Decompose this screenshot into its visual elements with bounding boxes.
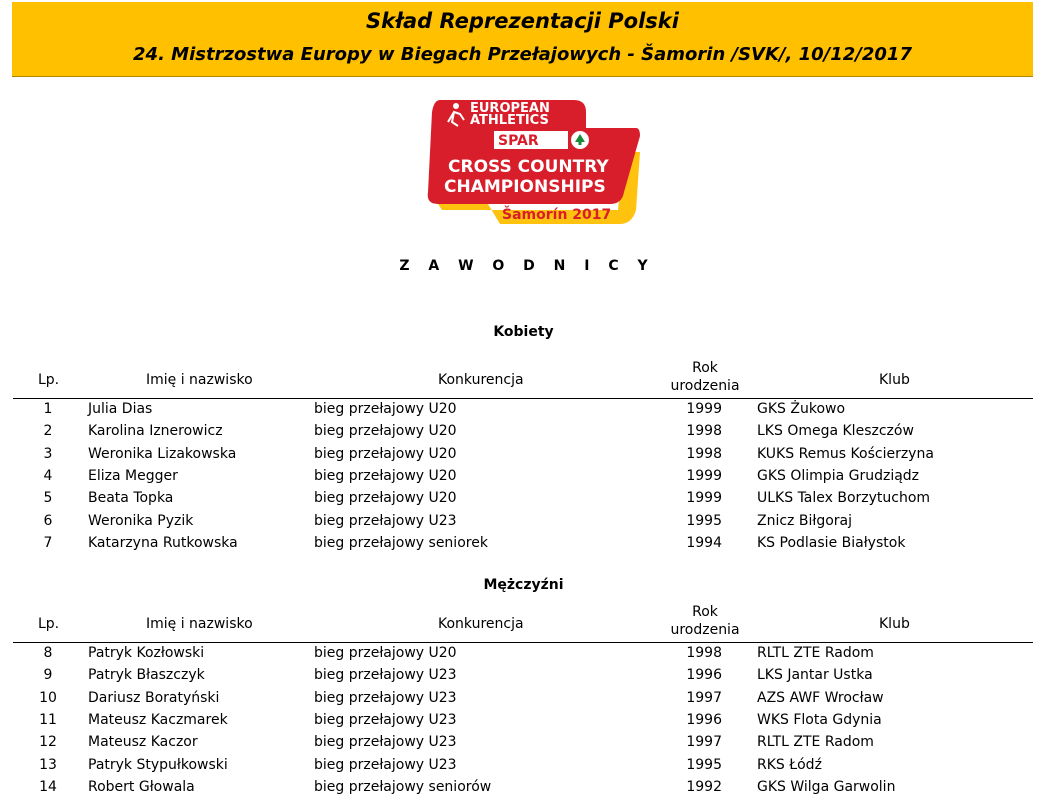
cell-klub: RLTL ZTE Radom: [757, 734, 874, 751]
document-title: Skład Reprezentacji Polski: [366, 9, 679, 33]
cell-rok: 1998: [686, 645, 722, 661]
col-konk: Konkurencja: [438, 372, 524, 388]
table-row: [0, 533, 1047, 555]
cell-name: Beata Topka: [88, 490, 174, 507]
table-row: [0, 511, 1047, 533]
men-table: [0, 643, 1047, 799]
cell-lp: 12: [39, 734, 57, 751]
cell-konk: bieg przełajowy U23: [314, 667, 457, 684]
cell-konk: bieg przełajowy U20: [314, 490, 457, 507]
cell-name: Weronika Pyzik: [88, 512, 194, 529]
col-klub: Klub: [879, 616, 910, 632]
cell-klub: GKS Olimpia Grudziądz: [757, 467, 920, 484]
col-rok-line2: urodzenia: [670, 622, 740, 638]
table-row: [0, 399, 1047, 421]
women-table: [0, 399, 1047, 555]
document-subtitle: 24. Mistrzostwa Europy w Biegach Przełajowych - Šamorin /SVK/, 10/12/2017: [133, 44, 912, 65]
cell-klub: Znicz Biłgoraj: [757, 512, 852, 529]
table-row: [0, 421, 1047, 443]
cell-lp: 9: [43, 667, 53, 684]
cell-klub: AZS AWF Wrocław: [757, 689, 884, 706]
cell-rok: 1996: [686, 711, 722, 728]
women-table-header: [0, 359, 1047, 399]
cell-konk: bieg przełajowy U23: [314, 734, 457, 751]
logo-line3: CROSS COUNTRY: [448, 157, 609, 177]
col-name: Imię i nazwisko: [146, 616, 253, 632]
cell-name: Katarzyna Rutkowska: [88, 534, 238, 551]
logo-sponsor: SPAR: [498, 133, 539, 149]
table-row: [0, 777, 1047, 799]
cell-rok: 1998: [686, 445, 722, 462]
cell-lp: 1: [43, 401, 53, 417]
cell-lp: 13: [39, 756, 57, 773]
col-rok-line1: Rok: [692, 360, 718, 376]
col-name: Imię i nazwisko: [146, 372, 253, 388]
cell-klub: LKS Omega Kleszczów: [757, 423, 914, 440]
cell-lp: 2: [43, 423, 53, 440]
women-section-title: Kobiety: [493, 324, 554, 340]
cell-name: Weronika Lizakowska: [88, 445, 237, 462]
cell-klub: WKS Flota Gdynia: [757, 711, 882, 728]
cell-konk: bieg przełajowy seniorów: [314, 778, 492, 795]
cell-lp: 10: [39, 689, 57, 706]
document-header: [12, 2, 1033, 77]
cell-klub: RKS Łódź: [757, 756, 822, 773]
table-row: [0, 488, 1047, 510]
competitors-heading: Z A W O D N I C Y: [399, 258, 655, 274]
table-row: [0, 444, 1047, 466]
cell-klub: KUKS Remus Kościerzyna: [757, 445, 934, 462]
logo-line1: EUROPEAN: [470, 101, 550, 116]
cell-rok: 1997: [686, 689, 722, 706]
cell-rok: 1992: [686, 778, 722, 795]
cell-konk: bieg przełajowy U20: [314, 445, 457, 462]
cell-name: Karolina Iznerowicz: [88, 423, 223, 440]
cell-lp: 3: [43, 445, 53, 462]
cell-klub: GKS Wilga Garwolin: [757, 778, 896, 795]
cell-rok: 1998: [686, 423, 722, 440]
col-konk: Konkurencja: [438, 616, 524, 632]
cell-konk: bieg przełajowy seniorek: [314, 534, 488, 551]
table-row: [0, 643, 1047, 665]
cell-konk: bieg przełajowy U20: [314, 467, 457, 484]
logo-place: Šamorín 2017: [502, 207, 612, 223]
cell-konk: bieg przełajowy U20: [314, 401, 457, 417]
cell-name: Patryk Kozłowski: [88, 645, 205, 661]
cell-rok: 1995: [686, 512, 722, 529]
cell-name: Robert Głowala: [88, 778, 195, 795]
logo-line2: ATHLETICS: [470, 113, 549, 128]
cell-rok: 1995: [686, 756, 722, 773]
col-rok-line1: Rok: [692, 604, 718, 620]
table-row: [0, 688, 1047, 710]
col-rok-line2: urodzenia: [670, 378, 740, 394]
cell-rok: 1999: [686, 490, 722, 507]
cell-name: Julia Dias: [88, 401, 153, 417]
cell-lp: 14: [39, 778, 57, 795]
cell-klub: RLTL ZTE Radom: [757, 645, 874, 661]
cell-rok: 1996: [686, 667, 722, 684]
table-row: [0, 732, 1047, 754]
cell-name: Dariusz Boratyński: [88, 689, 220, 706]
col-lp: Lp.: [38, 616, 60, 632]
cell-lp: 8: [43, 645, 53, 661]
table-row: [0, 466, 1047, 488]
cell-lp: 5: [43, 490, 53, 507]
men-section-title: Mężczyźni: [483, 577, 564, 593]
cell-klub: LKS Jantar Ustka: [757, 667, 873, 684]
col-rok: [668, 359, 742, 395]
table-row: [0, 710, 1047, 732]
cell-klub: ULKS Talex Borzytuchom: [757, 490, 931, 507]
cell-lp: 7: [43, 534, 53, 551]
cell-lp: 6: [43, 512, 53, 529]
cell-konk: bieg przełajowy U20: [314, 645, 457, 661]
cell-name: Mateusz Kaczmarek: [88, 711, 228, 728]
cell-klub: KS Podlasie Białystok: [757, 534, 906, 551]
cell-lp: 11: [39, 711, 57, 728]
cell-name: Patryk Stypułkowski: [88, 756, 228, 773]
cell-konk: bieg przełajowy U23: [314, 756, 457, 773]
cell-rok: 1997: [686, 734, 722, 751]
championships-logo: [418, 92, 640, 232]
cell-name: Mateusz Kaczor: [88, 734, 198, 751]
logo-line4: CHAMPIONSHIPS: [444, 177, 606, 197]
cell-konk: bieg przełajowy U23: [314, 689, 457, 706]
cell-rok: 1999: [686, 467, 722, 484]
col-lp: Lp.: [38, 372, 60, 388]
men-table-header: [0, 603, 1047, 643]
cell-klub: GKS Żukowo: [757, 401, 846, 417]
cell-konk: bieg przełajowy U23: [314, 711, 457, 728]
cell-rok: 1999: [686, 401, 722, 417]
table-row: [0, 665, 1047, 687]
cell-konk: bieg przełajowy U20: [314, 423, 457, 440]
cell-rok: 1994: [686, 534, 722, 551]
col-rok: [668, 603, 742, 639]
table-row: [0, 755, 1047, 777]
cell-konk: bieg przełajowy U23: [314, 512, 457, 529]
cell-name: Eliza Megger: [88, 467, 178, 484]
cell-lp: 4: [43, 467, 53, 484]
col-klub: Klub: [879, 372, 910, 388]
cell-name: Patryk Błaszczyk: [88, 667, 205, 684]
